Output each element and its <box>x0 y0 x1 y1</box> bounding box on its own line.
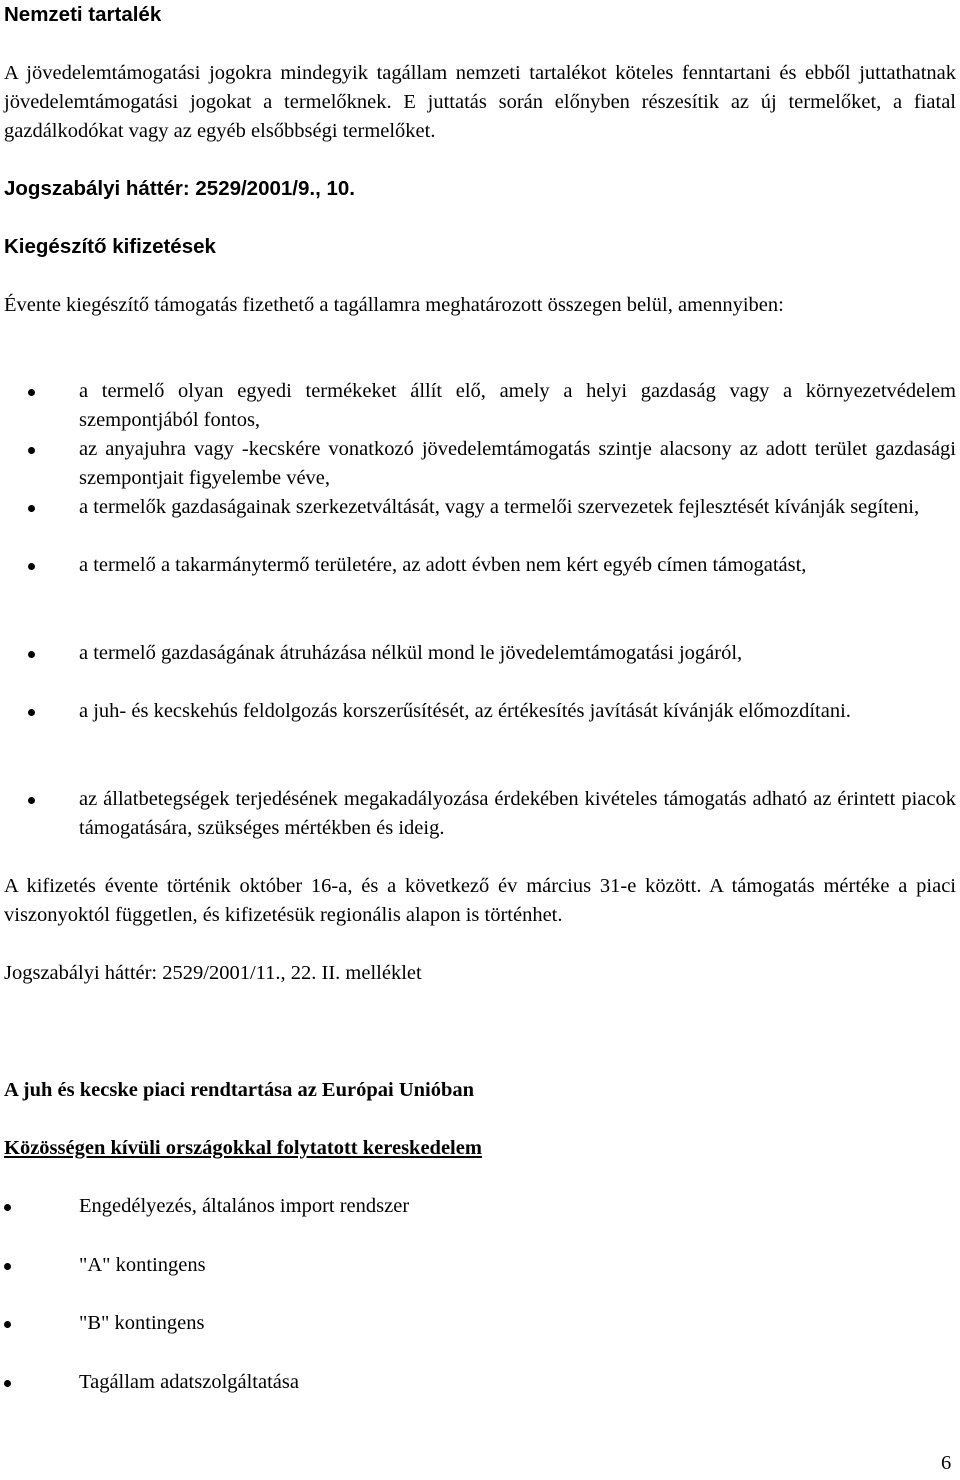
bullet-icon <box>28 389 35 396</box>
list-item: a termelők gazdaságainak szerkezetváltását, vagy a termelői szervezetek fejlesztését kívánják segíteni, <box>79 496 920 518</box>
list-item: az állatbetegségek terjedésének megakadályozása érdekében kivételes támogatás adható az érintett piacok támogatására, szükséges mértékben és ideig. <box>79 788 956 839</box>
legal-background-1: Jogszabályi háttér: 2529/2001/9., 10. <box>4 177 355 200</box>
list-item: a termelő olyan egyedi termékeket állít elő, amely a helyi gazdaság vagy a környezetvédelem szempontjából fontos, <box>79 380 956 431</box>
page-number: 6 <box>941 1452 952 1474</box>
list-item: a termelő gazdaságának átruházása nélkül mond le jövedelemtámogatási jogáról, <box>79 642 743 664</box>
bullet-icon <box>28 563 35 570</box>
list-item: Engedélyezés, általános import rendszer <box>79 1195 410 1217</box>
heading-nemzeti-tartalek: Nemzeti tartalék <box>4 3 162 26</box>
bullet-icon <box>4 1321 11 1328</box>
bullet-icon <box>28 447 35 454</box>
bullet-icon <box>4 1204 11 1211</box>
list-item: Tagállam adatszolgáltatása <box>79 1371 299 1393</box>
list-item: a juh- és kecskehús feldolgozás korszerűsítését, az értékesítés javítását kívánják előmozdítani. <box>79 700 851 722</box>
paragraph-nemzeti-tartalek: A jövedelemtámogatási jogokra mindegyik tagállam nemzeti tartalékot köteles fenntartani és ebből juttathatnak jövedelemtámogatási jogokat a termelőknek. E juttatás során előnyben részesítik az új termelőket, a fiatal gazdálkodókat vagy az egyéb elsőbbségi termelőket. <box>4 62 956 142</box>
paragraph-payment: A kifizetés évente történik október 16-a, és a következő év március 31-e között. A támogatás mértéke a piaci viszonyoktól független, és kifizetésük regionális alapon is történhet. <box>4 875 956 926</box>
paragraph-intro: Évente kiegészítő támogatás fizethető a tagállamra meghatározott összegen belül, amennyiben: <box>4 294 784 316</box>
bullet-icon <box>28 709 35 716</box>
legal-background-2: Jogszabályi háttér: 2529/2001/11., 22. II. melléklet <box>4 962 422 984</box>
list-item: a termelő a takarmánytermő területére, az adott évben nem kért egyéb címen támogatást, <box>79 554 807 576</box>
bullet-icon <box>28 651 35 658</box>
list-item: "B" kontingens <box>79 1312 205 1334</box>
heading-kiegeszito-kifizetesek: Kiegészítő kifizetések <box>4 235 216 258</box>
list-item: az anyajuhra vagy -kecskére vonatkozó jövedelemtámogatás szintje alacsony az adott terület gazdasági szempontjait figyelembe véve, <box>79 438 956 489</box>
bullet-icon <box>4 1263 11 1270</box>
title-piaci-rendtartas: A juh és kecske piaci rendtartása az Európai Unióban <box>4 1079 475 1101</box>
bullet-icon <box>28 797 35 804</box>
subtitle-kereskedelem: Közösségen kívüli országokkal folytatott kereskedelem <box>4 1137 482 1159</box>
bullet-icon <box>28 505 35 512</box>
list-item: "A" kontingens <box>79 1254 206 1276</box>
bullet-icon <box>4 1380 11 1387</box>
